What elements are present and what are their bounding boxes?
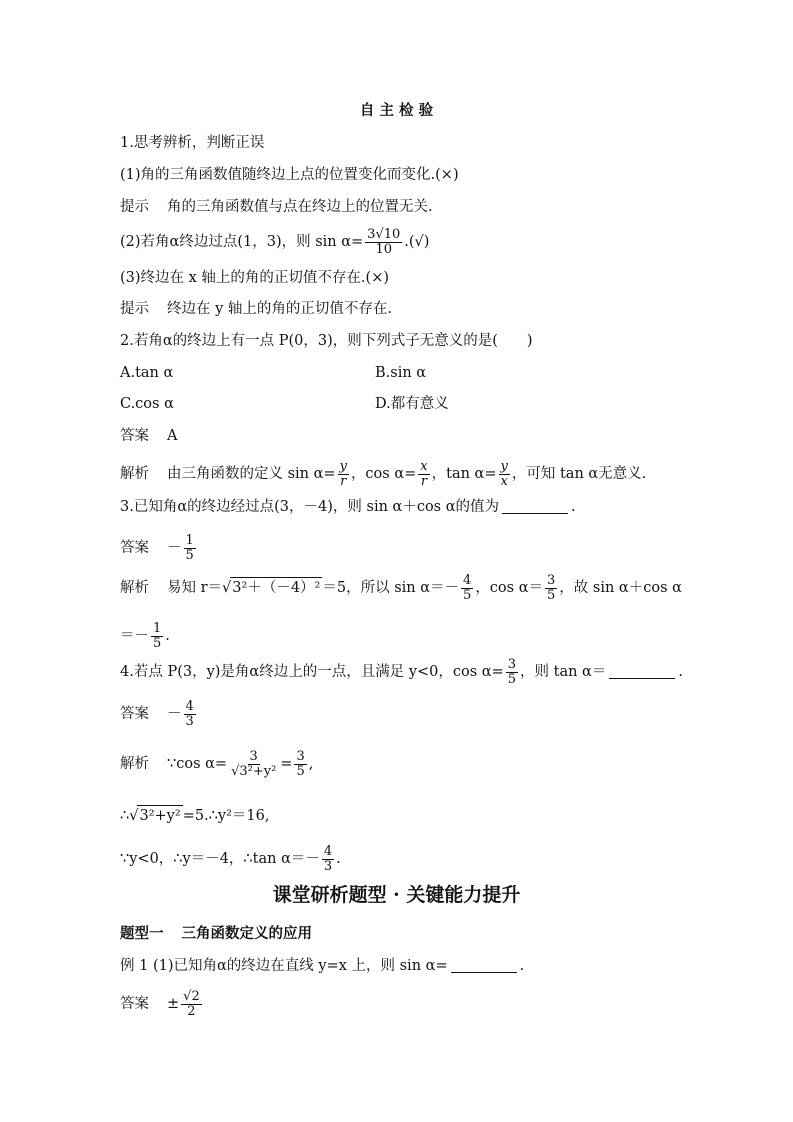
radical-sign: √ [129,808,139,824]
q3-answer: 答案 － $\frac{1}{5}$ [120,533,194,563]
q2-stem: 2.若角α的终边上有一点 P(0，3)，则下列式子无意义的是( ) [120,333,533,349]
q4-answer: 答案 － $\frac{4}{3}$ [120,699,194,729]
fraction: $\frac{4}{5}$ [463,573,472,603]
answer-blank [502,513,568,514]
q3-analysis: 解析 易知 r＝√3²＋（－4）² ＝5，所以 sin α＝－ $\frac{4}{5}$ ，cos α＝ $\frac{3}{5}$ ，故 sin α＋cos α [120,573,682,603]
q2-option-a: A.tan α [120,365,174,381]
q4-stem: 4.若点 P(3，y)是角α终边上的一点，且满足 y<0，cos α= $\frac{3}{5}$ ，则 tan α＝ . [120,657,683,687]
q2-option-c: C.cos α [120,396,174,412]
fraction: $\frac{3√10}{10}$ [367,227,401,257]
hint-text: 终边在 y 轴上的角的正切值不存在. [167,301,393,317]
answer-label: 答案 [120,706,149,723]
answer-blank [451,972,517,973]
fraction: $\frac{√2}{2}$ [183,989,200,1019]
q3-analysis-cont: ＝－ $\frac{1}{5}$ . [120,621,170,651]
hint-label: 提示 [120,199,149,215]
q2-option-b: B.sin α [375,365,427,381]
example-1-answer: 答案 ± $\frac{√2}{2}$ [120,989,200,1019]
answer-label: 答案 [120,540,149,557]
q3-stem: 3.已知角α的终边经过点(3，－4)，则 sin α＋cos α的值为 . [120,499,576,515]
answer-value: A [167,428,178,444]
section-title: 自 主 检 验 [359,102,434,119]
fraction: $\frac{4}{3}$ [185,699,194,729]
q1-hint-1 [120,197,433,217]
q2-option-d: D.都有意义 [375,396,449,412]
fraction: $\frac{3}{5}$ [296,749,305,779]
fraction: $\frac{x}{r}$ [420,459,428,489]
answer-blank [609,678,675,679]
q4-analysis-line-2: ∴√3²+y² =5.∴y²＝16, [120,805,269,826]
q1-hint-3 [120,299,392,319]
analysis-label: 解析 [120,580,149,597]
radical-sign: √ [222,580,232,597]
analysis-label: 解析 [120,466,149,483]
q2-answer [120,426,177,446]
q1-heading: 1.思考辨析，判断正误 [120,135,265,151]
fraction: $\frac{1}{5}$ [185,533,194,563]
hint-label: 提示 [120,301,149,317]
q1-statement-2: (2)若角α终边过点(1，3)，则 sin α= $\frac{3√10}{10}$ .(√) [120,227,430,257]
question-type-heading: 题型一 三角函数定义的应用 [120,925,312,942]
answer-label: 答案 [120,996,149,1013]
fraction: $\frac{y}{x}$ [500,459,508,489]
q4-analysis: 解析 ∵cos α= $\frac{3}{\text{√3²+y²}}$ = $\frac{3}{5}$ , [120,749,314,779]
fraction: $\frac{3}{5}$ [547,573,556,603]
analysis-label: 解析 [120,756,149,773]
q1-statement-1: (1)角的三角函数值随终边上点的位置变化而变化.(×) [120,167,459,183]
fraction: $\frac{3}{5}$ [507,657,517,687]
fraction: $\frac{4}{3}$ [323,844,333,874]
fraction: $\frac{y}{r}$ [339,459,347,489]
q4-analysis-line-3: ∵y<0，∴y＝－4，∴tan α＝－ $\frac{4}{3}$ . [120,844,341,874]
fraction: $\frac{1}{5}$ [153,621,162,651]
q2-analysis: 解析 由三角函数的定义 sin α= $\frac{y}{r}$ ，cos α= $\frac{x}{r}$ ，tan α= $\frac{y}{x}$ ，可知 tan α无意义. [120,459,647,489]
fraction: $\frac{3}{\text{√3²+y²}}$ [231,749,277,779]
answer-label: 答案 [120,428,149,444]
example-1-stem: 例 1 (1)已知角α的终边在直线 y=x 上，则 sin α= . [120,958,525,974]
q1-statement-3: (3)终边在 x 轴上的角的正切值不存在.(×) [120,270,390,286]
section2-title: 课堂研析题型 · 关键能力提升 [272,884,521,906]
hint-text: 角的三角函数值与点在终边上的位置无关. [167,199,433,215]
